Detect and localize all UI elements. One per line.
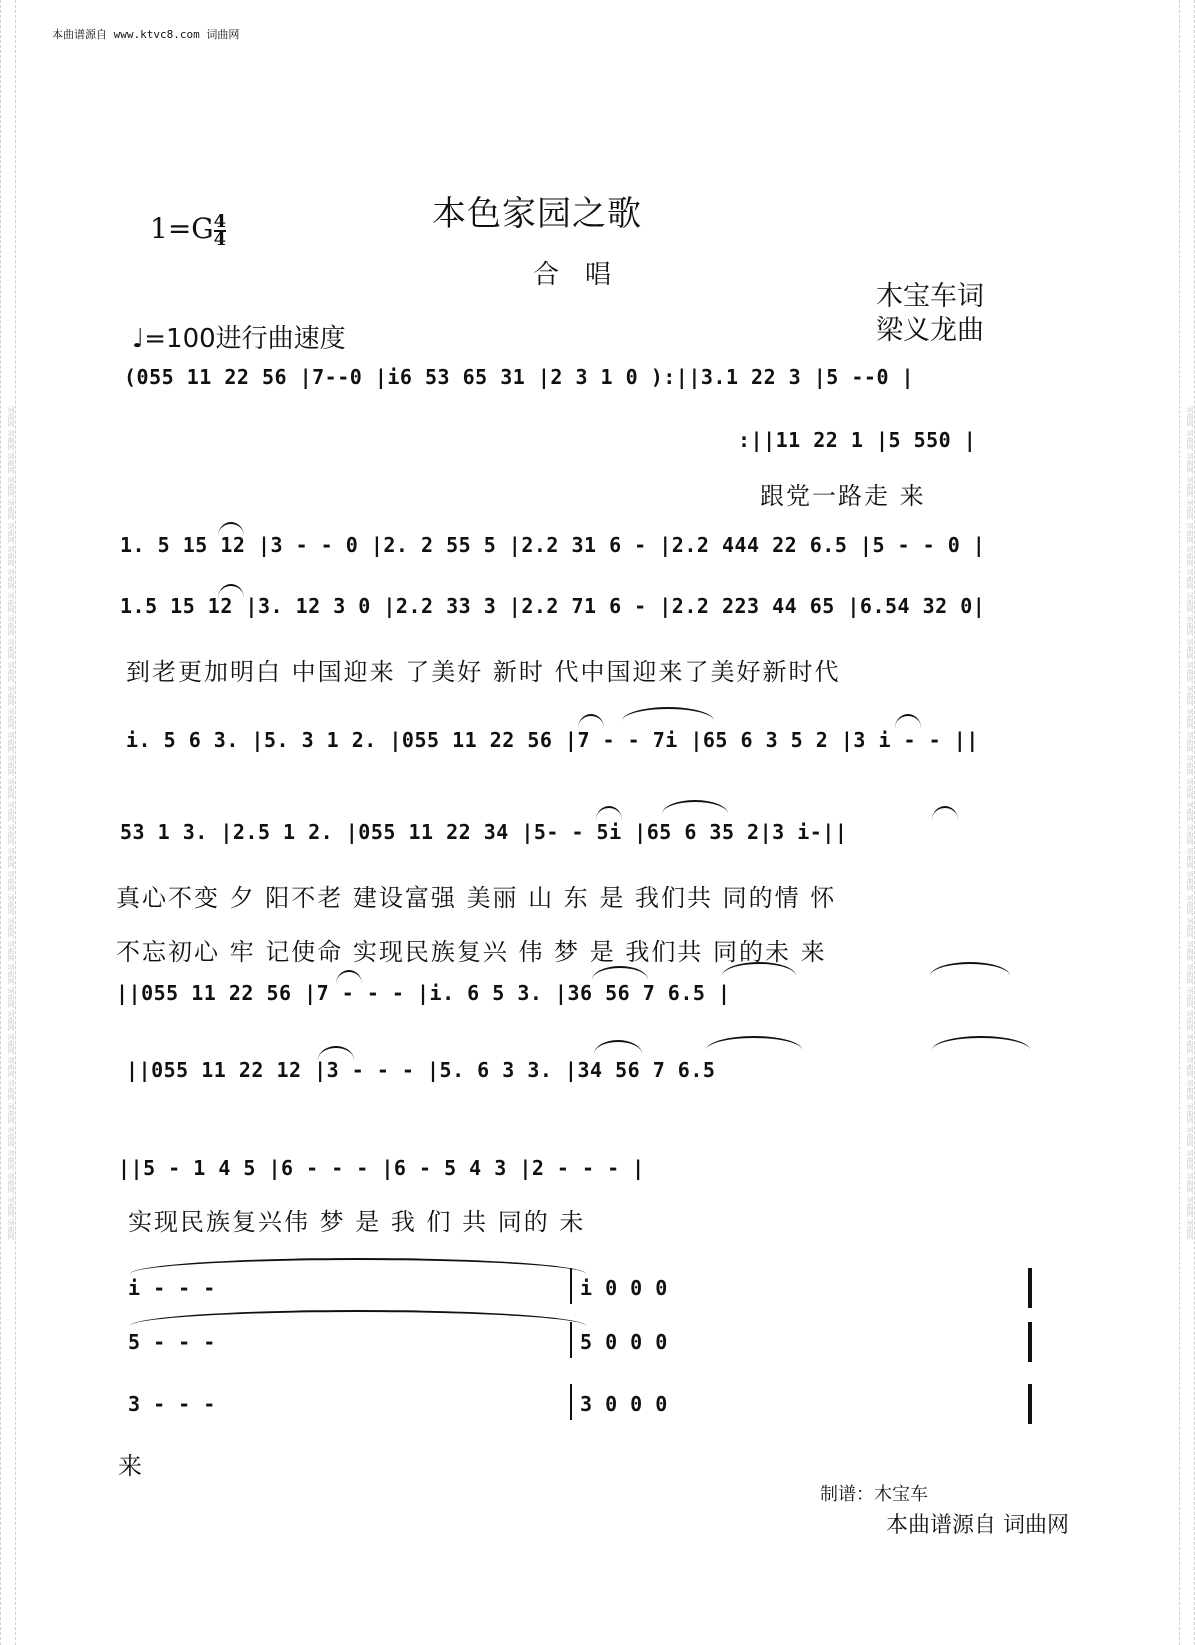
final-tie-top: [130, 1258, 586, 1274]
lyrics-row-4: 到老更加明白 中国迎来 了美好 新时 代中国迎来了美好新时代: [126, 658, 841, 686]
score-row-5: i. 5 6 3. |5. 3 1 2. |055 11 22 56 |7 - - 7i |65 6 3 5 2 |3 i - - ||: [126, 728, 979, 752]
final-row-3-left: 3 - - -: [128, 1392, 216, 1416]
slur-mark: [218, 584, 244, 598]
score-row-3: 1. 5 15 12 |3 - - 0 |2. 2 55 5 |2.2 31 6 - |2.2 444 22 6.5 |5 - - 0 |: [120, 533, 986, 557]
right-watermark-strip: 词曲网 词曲网 词曲网 词曲网 词曲网 词曲网 词曲网 词曲网 词曲网 词曲网 词曲网 词曲网 词曲网 词曲网 词曲网 词曲网 词曲网 词曲网 词曲网 词曲网 词曲网 词曲网 词曲网 词曲网 词曲网 词曲网 词曲网 词曲网 词曲网 词曲网 词曲网 词曲网 词曲网 词曲网 词曲网 词曲网: [1179, 0, 1195, 1645]
score-row-7: ||055 11 22 56 |7 - - - |i. 6 5 3. |36 56 7 6.5 |: [116, 981, 731, 1005]
score-maker: 制谱：木宝车: [820, 1484, 928, 1505]
time-bottom: 4: [213, 228, 227, 250]
score-row-9: ||5 - 1 4 5 |6 - - - |6 - 5 4 3 |2 - - - |: [118, 1156, 645, 1180]
final-barline: [1028, 1384, 1032, 1424]
time-top: 4: [213, 210, 227, 232]
credits: [876, 280, 984, 348]
score-row-2: :||11 22 1 |5 550 |: [738, 428, 977, 452]
source-header: 本曲谱源自 www.ktvc8.com 词曲网: [52, 28, 240, 41]
score-row-6: 53 1 3. |2.5 1 2. |055 11 22 34 |5- - 5i |65 6 35 2|3 i-||: [120, 820, 848, 844]
final-tie-mid: [130, 1310, 586, 1326]
lyrics-row-9: 实现民族复兴伟 梦 是 我 们 共 同的 未: [128, 1208, 586, 1236]
song-subtitle: 合唱: [533, 260, 638, 290]
slur-mark: [930, 962, 1010, 976]
final-row-2-right: 5 0 0 0: [580, 1330, 668, 1354]
slur-mark: [318, 1046, 354, 1060]
final-barline: [1028, 1322, 1032, 1362]
slur-mark: [706, 1036, 802, 1050]
final-barline: [1028, 1268, 1032, 1308]
composer: 梁义龙曲: [876, 315, 984, 346]
final-row-1-left: i - - -: [128, 1276, 216, 1300]
slur-mark: [336, 970, 362, 984]
slur-mark: [596, 806, 622, 820]
lyrics-row-6b: 不忘初心 牢 记使命 实现民族复兴 伟 梦 是 我们共 同的未 来: [116, 938, 827, 966]
lyricist: 木宝车词: [876, 281, 984, 312]
score-row-4: 1.5 15 12 |3. 12 3 0 |2.2 33 3 |2.2 71 6 - |2.2 223 44 65 |6.54 32 0|: [120, 594, 986, 618]
lyrics-end: 来: [118, 1452, 144, 1480]
barline: [570, 1384, 572, 1420]
slur-mark: [594, 1040, 642, 1054]
slur-mark: [932, 1036, 1030, 1050]
lyrics-row-2: 跟党一路走 来: [760, 482, 926, 510]
final-row-1-right: i 0 0 0: [580, 1276, 668, 1300]
slur-mark: [578, 714, 604, 728]
final-row-3-right: 3 0 0 0: [580, 1392, 668, 1416]
left-watermark-strip: 词曲网 词曲网 词曲网 词曲网 词曲网 词曲网 词曲网 词曲网 词曲网 词曲网 词曲网 词曲网 词曲网 词曲网 词曲网 词曲网 词曲网 词曲网 词曲网 词曲网 词曲网 词曲网 词曲网 词曲网 词曲网 词曲网 词曲网 词曲网 词曲网 词曲网 词曲网 词曲网 词曲网 词曲网 词曲网 词曲网: [0, 0, 16, 1645]
song-title: 本色家园之歌: [432, 194, 642, 234]
time-signature: [213, 210, 227, 250]
key-text: 1=G: [150, 212, 214, 245]
tie-mark: [622, 707, 714, 721]
barline: [570, 1268, 572, 1304]
slur-mark: [218, 522, 244, 536]
key-signature: [150, 212, 226, 248]
tempo-mark: ♩=100进行曲速度: [132, 324, 346, 354]
score-row-1: (055 11 22 56 |7--0 |i6 53 65 31 |2 3 1 0 ):||3.1 22 3 |5 --0 |: [124, 365, 915, 389]
lyrics-row-6a: 真心不变 夕 阳不老 建设富强 美丽 山 东 是 我们共 同的情 怀: [116, 884, 837, 912]
final-row-2-left: 5 - - -: [128, 1330, 216, 1354]
slur-mark: [895, 714, 921, 728]
slur-mark: [932, 806, 958, 820]
tie-mark: [662, 800, 728, 814]
barline: [570, 1322, 572, 1358]
slur-mark: [592, 966, 648, 980]
footer-source: 本曲谱源自 词曲网: [886, 1513, 1069, 1538]
score-row-8: ||055 11 22 12 |3 - - - |5. 6 3 3. |34 56 7 6.5: [126, 1058, 716, 1082]
